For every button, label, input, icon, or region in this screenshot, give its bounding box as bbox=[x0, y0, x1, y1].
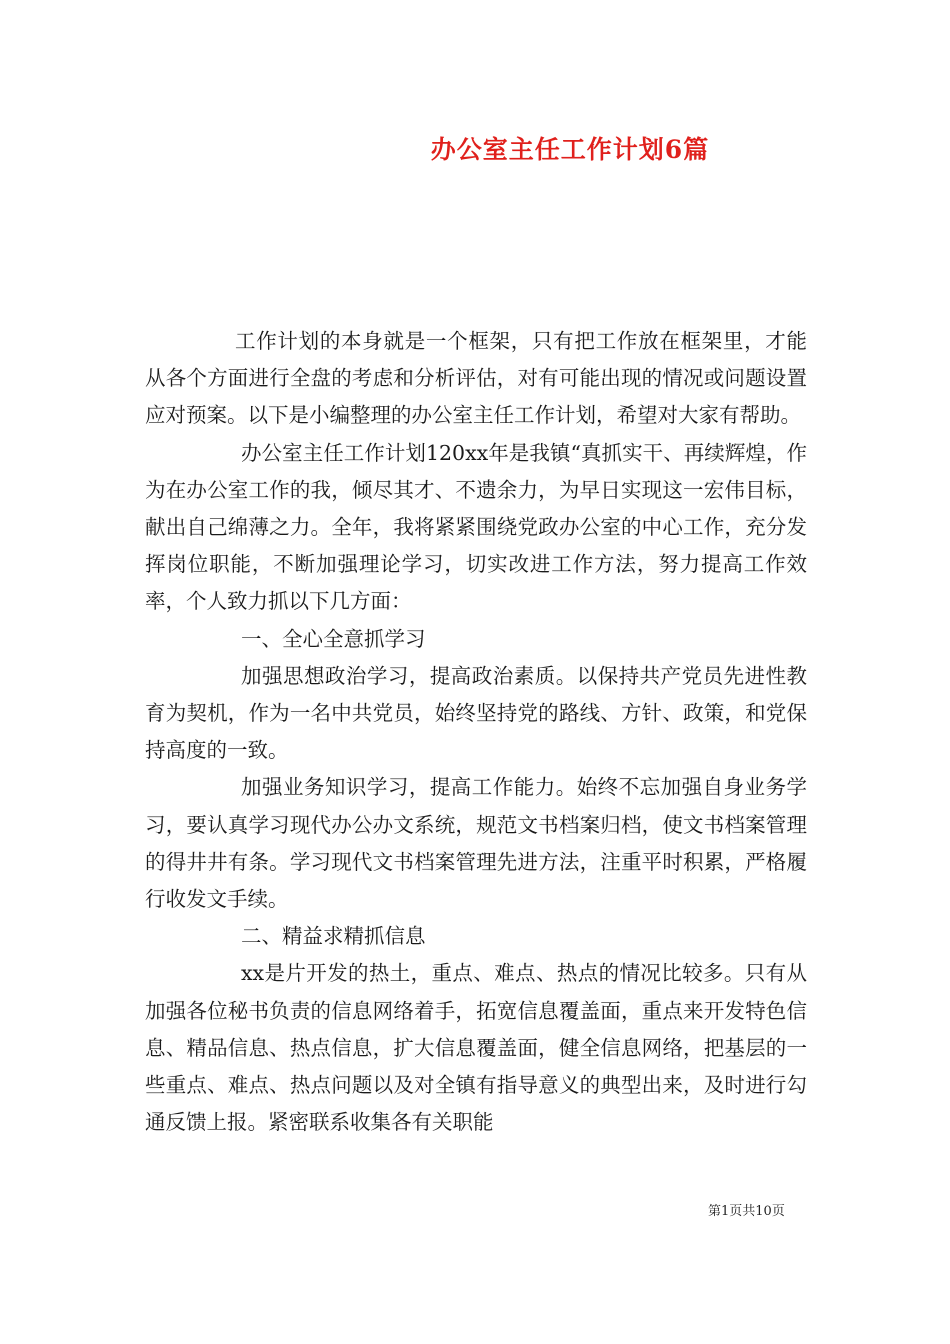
paragraph-information: xx是片开发的热土，重点、难点、热点的情况比较多。只有从加强各位秘书负责的信息网络着手，拓宽信息覆盖面，重点来开发特色信息、精品信息、热点信息，扩大信息覆盖面，健全信息网络，把基层的一些重点、难点、热点问题以及对全镇有指导意义的典型出来，及时进行勾通反馈上报。紧密联系收集各有关职能 bbox=[145, 961, 807, 1135]
section-heading-study: 一、全心全意抓学习 bbox=[241, 626, 426, 651]
page-number-footer: 第1页共10页 bbox=[708, 1204, 785, 1219]
paragraph-plan-1: 办公室主任工作计划120xx年是我镇“真抓实干、再续辉煌，作为在办公室工作的我，倾尽其才、不遗余力，为早日实现这一宏伟目标，献出自己绵薄之力。全年，我将紧紧围绕党政办公室的中心工作，充分发挥岗位职能，不断加强理论学习，切实改进工作方法，努力提高工作效率，个人致力抓以下几方面： bbox=[145, 440, 807, 614]
page-title: 办公室主任工作计划6篇 bbox=[430, 135, 710, 164]
document-body bbox=[145, 323, 807, 1141]
paragraph-political-study: 加强思想政治学习，提高政治素质。以保持共产党员先进性教育为契机，作为一名中共党员，始终坚持党的路线、方针、政策，和党保持高度的一致。 bbox=[145, 663, 807, 763]
paragraph-intro: 工作计划的本身就是一个框架，只有把工作放在框架里，才能从各个方面进行全盘的考虑和分析评估，对有可能出现的情况或问题设置应对预案。以下是小编整理的办公室主任工作计划，希望对大家有帮助。 bbox=[145, 329, 807, 428]
paragraph-business-study: 加强业务知识学习，提高工作能力。始终不忘加强自身业务学习，要认真学习现代办公办文系统，规范文书档案归档，使文书档案管理的得井井有条。学习现代文书档案管理先进方法，注重平时积累，严格履行收发文手续。 bbox=[145, 775, 807, 912]
section-heading-information: 二、精益求精抓信息 bbox=[241, 924, 426, 949]
